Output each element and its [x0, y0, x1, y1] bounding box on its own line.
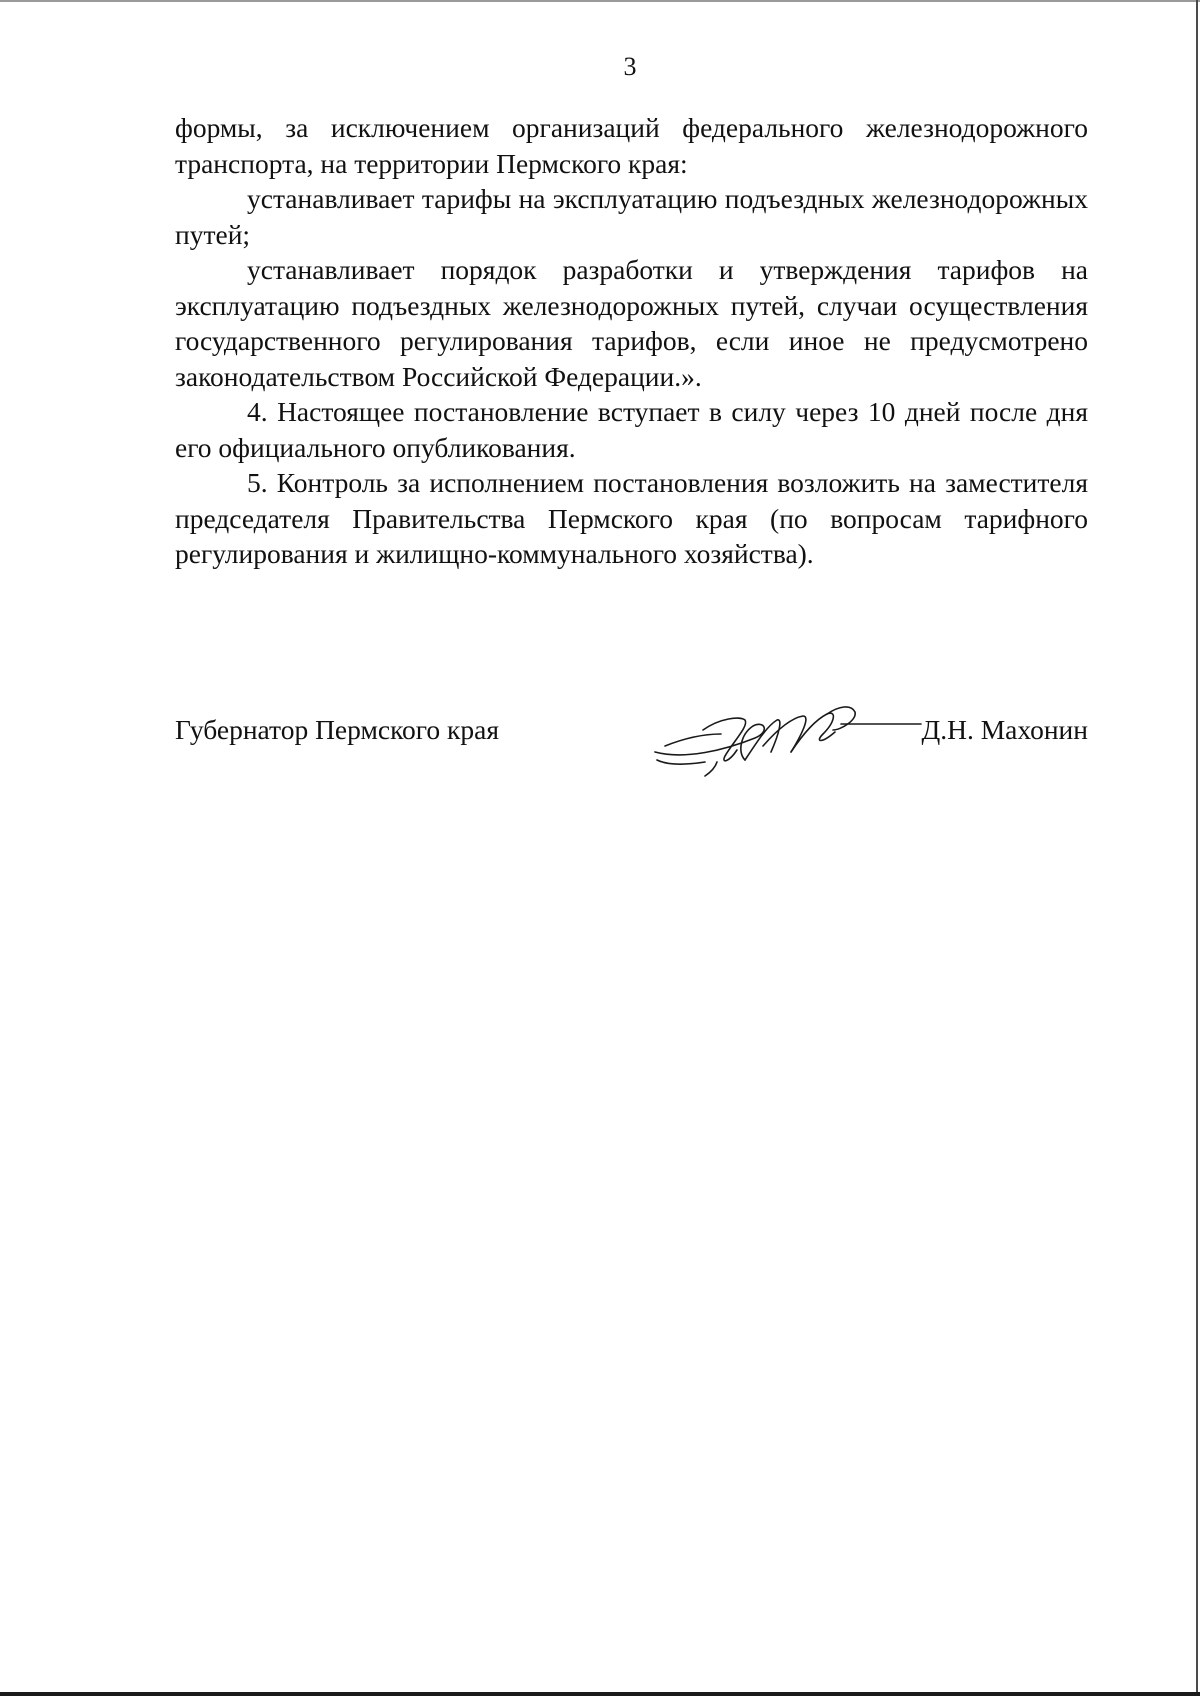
scan-edge-bottom	[0, 1692, 1200, 1696]
page-number: 3	[623, 52, 637, 81]
paragraph: устанавливает порядок разработки и утверждения тарифов на эксплуатацию подъездных железнодорожных путей, случаи осуществления государственного регулирования тарифов, если иное не предусмотрено законодательством Российской Федерации.».	[175, 254, 1088, 392]
paragraph: 4. Настоящее постановление вступает в силу через 10 дней после дня его официального опубликования.	[175, 396, 1088, 463]
signature-block	[175, 712, 1088, 792]
document-body	[175, 110, 1088, 572]
handwritten-signature	[645, 690, 925, 780]
paragraph: 5. Контроль за исполнением постановления возложить на заместителя председателя Правительства Пермского края (по вопросам тарифного регулирования и жилищно-коммунального хозяйства).	[175, 467, 1088, 569]
paragraph: устанавливает тарифы на эксплуатацию подъездных железнодорожных путей;	[175, 183, 1088, 250]
scan-edge-right	[1196, 0, 1198, 1696]
scan-edge-top	[0, 0, 1200, 2]
signer-title: Губернатор Пермского края	[175, 714, 499, 745]
paragraph: формы, за исключением организаций федерального железнодорожного транспорта, на территории Пермского края:	[175, 112, 1088, 179]
signer-name: Д.Н. Махонин	[921, 714, 1088, 745]
